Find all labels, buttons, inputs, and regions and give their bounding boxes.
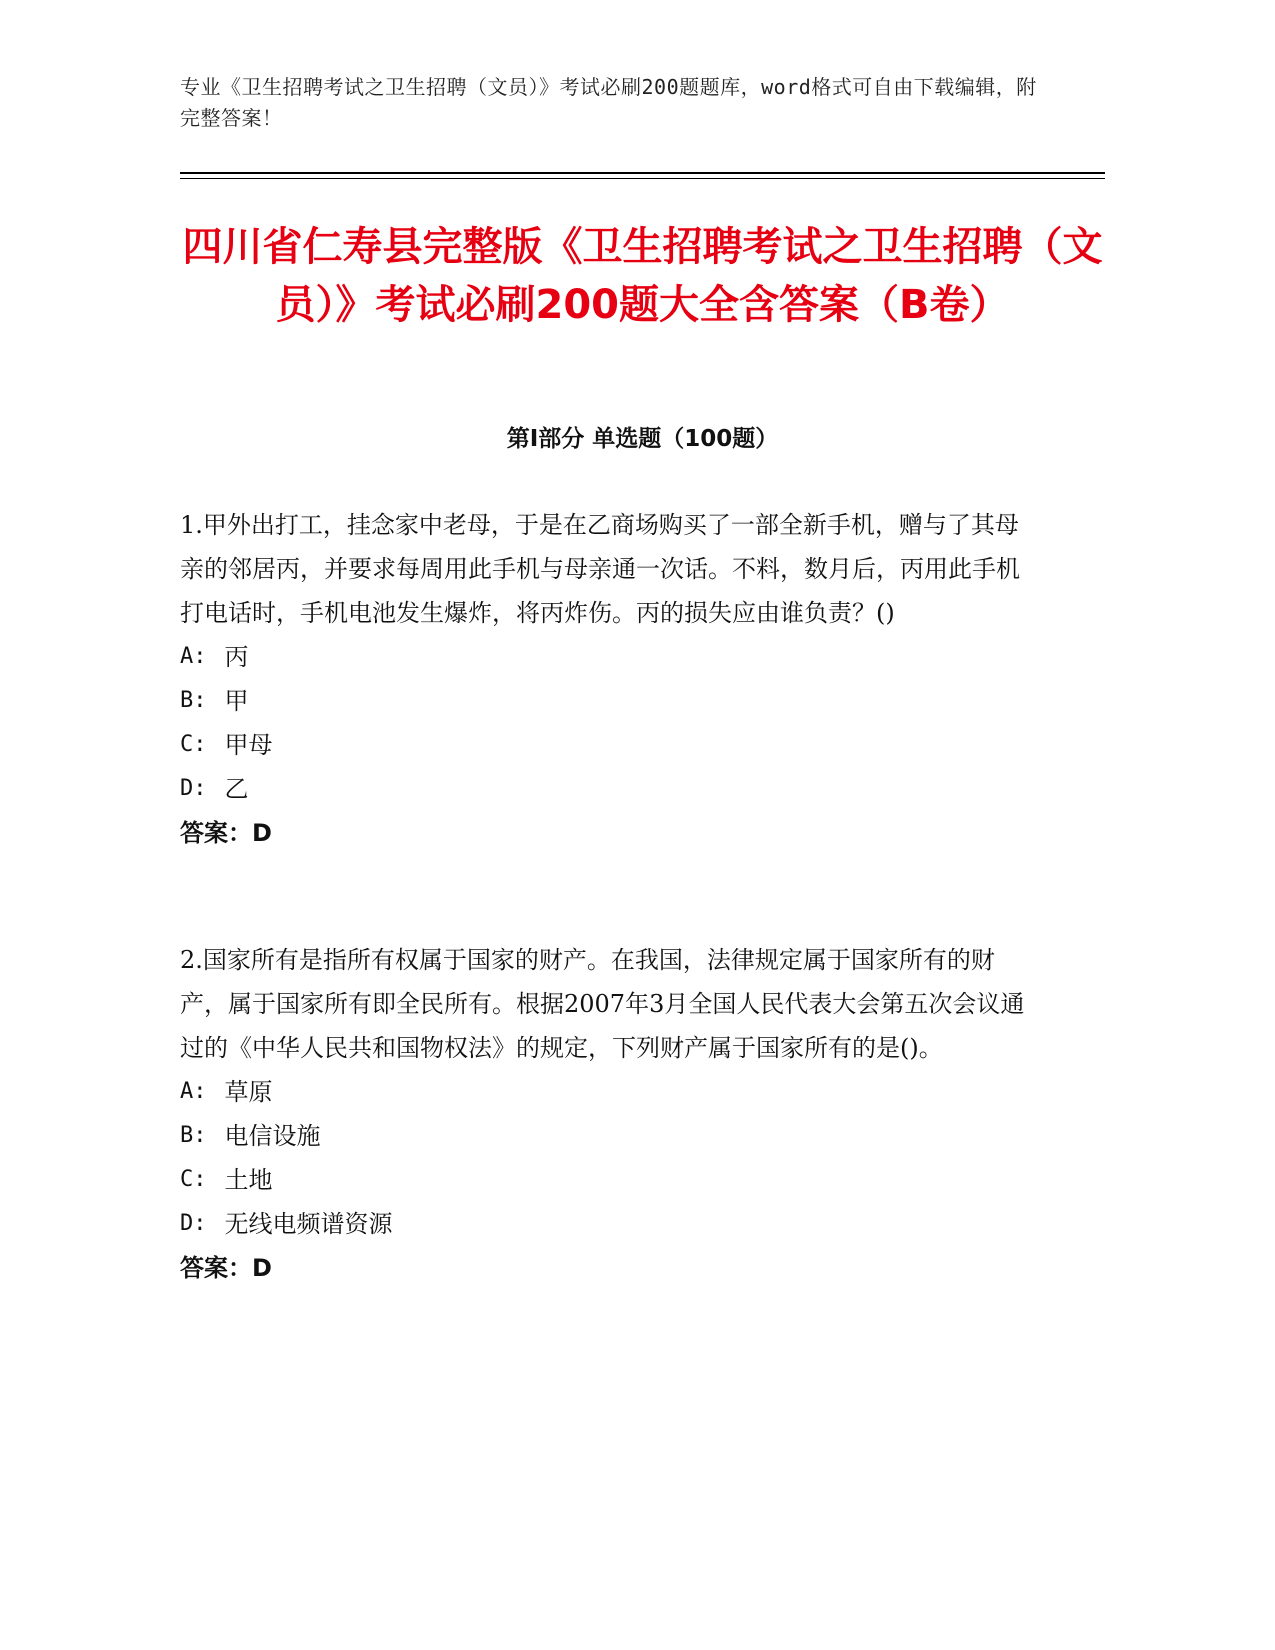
option-text: 甲母 <box>224 731 273 759</box>
option-b <box>180 1114 1040 1158</box>
option-letter: B: <box>180 688 207 713</box>
option-a <box>180 635 1040 679</box>
header-divider-thick <box>180 172 1105 174</box>
header-divider-thin <box>180 178 1105 179</box>
question-1 <box>180 503 1040 855</box>
option-c <box>180 1158 1040 1202</box>
option-letter: A: <box>180 644 207 669</box>
option-text: 草原 <box>224 1078 273 1106</box>
question-stem: 1.甲外出打工，挂念家中老母，于是在乙商场购买了一部全新手机，赠与了其母亲的邻居丙，并要求每周用此手机与母亲通一次话。不料，数月后，丙用此手机打电话时，手机电池发生爆炸，将丙炸伤。丙的损失应由谁负责？() <box>180 511 1020 627</box>
header-note: 专业《卫生招聘考试之卫生招聘（文员）》考试必刷200题题库，word格式可自由下载编辑，附完整答案！ <box>180 75 1037 130</box>
question-2 <box>180 938 1040 1290</box>
answer-line: 答案：D <box>180 1254 272 1282</box>
option-text: 无线电频谱资源 <box>224 1210 393 1238</box>
option-letter: C: <box>180 732 207 757</box>
option-letter: B: <box>180 1123 207 1148</box>
option-letter: D: <box>180 1211 207 1236</box>
option-letter: C: <box>180 1167 207 1192</box>
option-c <box>180 723 1040 767</box>
option-text: 电信设施 <box>224 1122 321 1150</box>
question-stem: 2.国家所有是指所有权属于国家的财产。在我国，法律规定属于国家所有的财产，属于国家所有即全民所有。根据2007年3月全国人民代表大会第五次会议通过的《中华人民共和国物权法》的规定，下列财产属于国家所有的是()。 <box>180 946 1025 1062</box>
option-d <box>180 1202 1040 1246</box>
option-letter: D: <box>180 776 207 801</box>
section-heading: 第Ⅰ部分 单选题（100题） <box>506 426 779 452</box>
answer-line: 答案：D <box>180 819 272 847</box>
option-text: 丙 <box>224 643 249 671</box>
option-d <box>180 767 1040 811</box>
option-letter: A: <box>180 1079 207 1104</box>
option-a <box>180 1070 1040 1114</box>
option-b <box>180 679 1040 723</box>
option-text: 土地 <box>224 1166 273 1194</box>
document-title: 四川省仁寿县完整版《卫生招聘考试之卫生招聘（文员）》考试必刷200题大全含答案（B卷） <box>182 224 1103 328</box>
option-text: 甲 <box>224 687 249 715</box>
option-text: 乙 <box>224 775 249 803</box>
